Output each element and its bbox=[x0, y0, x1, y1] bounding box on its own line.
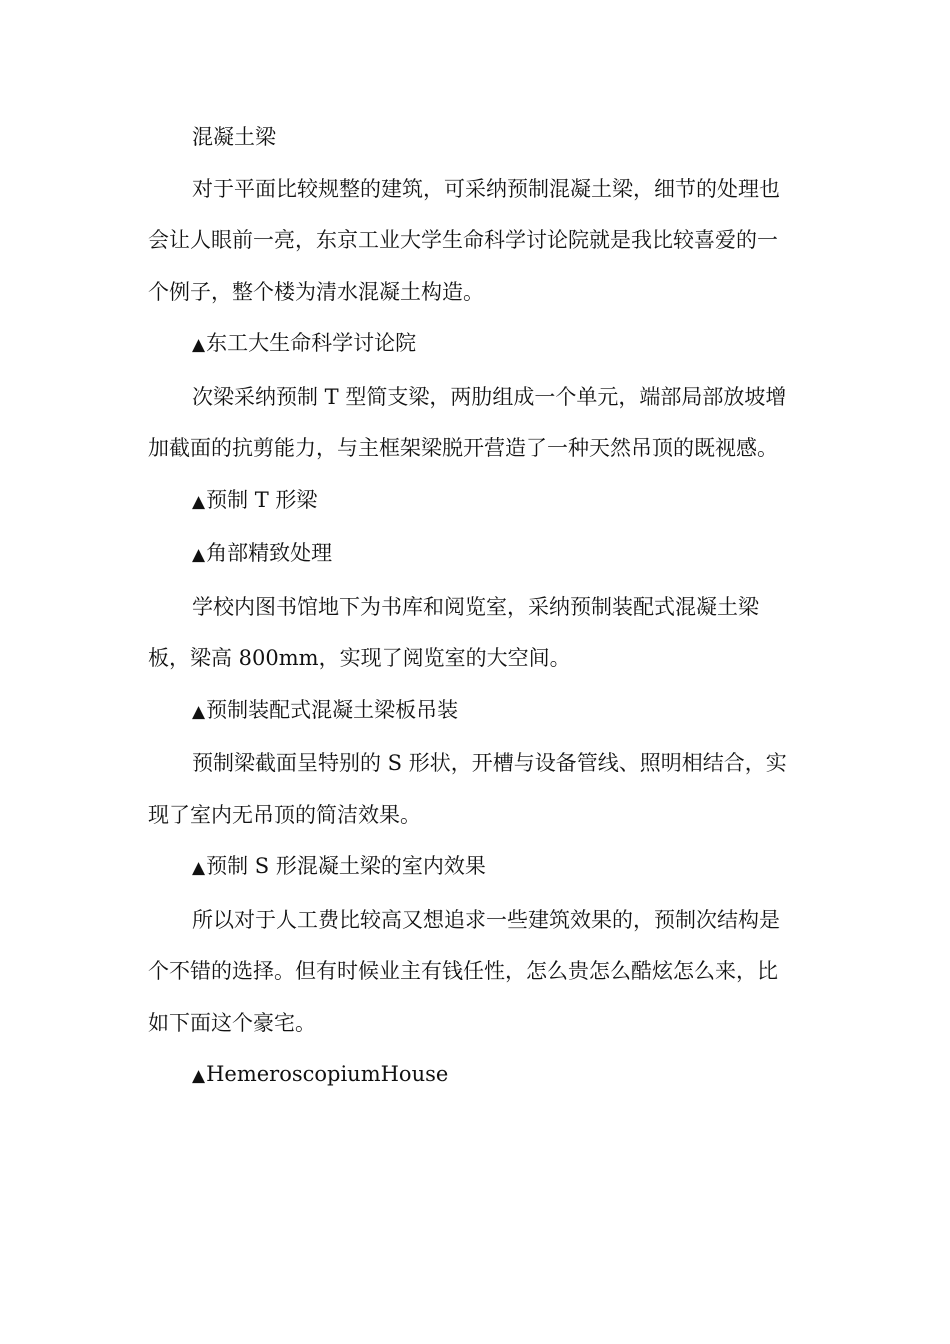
figure-caption-3 bbox=[148, 528, 798, 582]
paragraph-intro: 对于平面比较规整的建筑，可采纳预制混凝土梁，细节的处理也会让人眼前一亮，东京工业大学生命科学讨论院就是我比较喜爱的一个例子，整个楼为清水混凝土构造。 bbox=[148, 176, 780, 304]
paragraph-conclusion: 所以对于人工费比较高又想追求一些建筑效果的，预制次结构是个不错的选择。但有时候业主有钱任性，怎么贵怎么酷炫怎么来，比如下面这个豪宅。 bbox=[148, 907, 780, 1035]
triangle-marker-icon: ▲ bbox=[192, 545, 206, 565]
paragraph-library: 学校内图书馆地下为书库和阅览室，采纳预制装配式混凝土梁板，梁高 800mm，实现了阅览室的大空间。 bbox=[148, 594, 759, 670]
triangle-marker-icon: ▲ bbox=[192, 335, 206, 355]
triangle-marker-icon: ▲ bbox=[192, 701, 206, 722]
figure-caption-text: 角部精致处理 bbox=[206, 541, 333, 565]
figure-caption-2 bbox=[148, 475, 798, 529]
paragraph-s-beam: 预制梁截面呈特别的 S 形状，开槽与设备管线、照明相结合，实现了室内无吊顶的简洁效果。 bbox=[148, 751, 787, 827]
figure-caption-text: 预制装配式混凝土梁板吊装 bbox=[206, 697, 459, 722]
figure-caption-text: 东工大生命科学讨论院 bbox=[206, 331, 417, 355]
figure-caption-4 bbox=[148, 685, 798, 739]
document-body bbox=[148, 112, 798, 1103]
figure-caption-1 bbox=[148, 318, 798, 372]
figure-caption-text: 预制 T 形梁 bbox=[206, 487, 318, 512]
figure-caption-text: HemeroscopiumHouse bbox=[206, 1062, 449, 1086]
triangle-marker-icon: ▲ bbox=[192, 491, 206, 512]
triangle-marker-icon: ▲ bbox=[192, 1066, 206, 1086]
figure-caption-6 bbox=[148, 1049, 798, 1103]
triangle-marker-icon: ▲ bbox=[192, 858, 206, 878]
figure-caption-text: 预制 S 形混凝土梁的室内效果 bbox=[206, 854, 486, 878]
paragraph-t-beam: 次梁采纳预制 T 型简支梁，两肋组成一个单元，端部局部放坡增加截面的抗剪能力，与主框架梁脱开营造了一种天然吊顶的既视感。 bbox=[148, 384, 787, 460]
figure-caption-5 bbox=[148, 841, 798, 895]
section-heading: 混凝土梁 bbox=[192, 125, 276, 149]
